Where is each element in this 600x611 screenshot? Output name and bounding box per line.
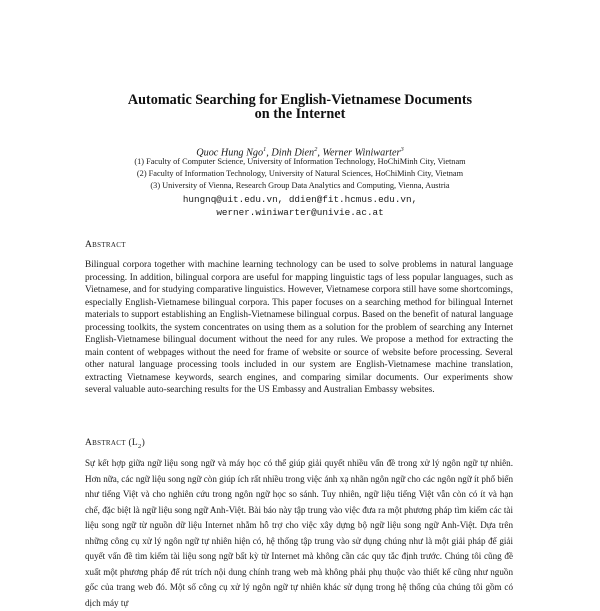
abstract-l2-subscript: 2	[138, 442, 142, 450]
abstract-l2-label: Abstract	[85, 438, 126, 448]
title-line-1: Automatic Searching for English-Vietnamese Documents	[127, 92, 473, 108]
author-sup: 1	[263, 146, 267, 153]
author-name: Dinh Dien	[271, 147, 315, 159]
affiliation-1: (1) Faculty of Computer Science, University of Information Technology, HoChiMinh City, Vietnam	[134, 157, 466, 166]
email-line-1: hungnq@uit.edu.vn, ddien@fit.hcmus.edu.vn,	[182, 194, 418, 205]
author-sup: 2	[314, 146, 318, 153]
author-name: Quoc Hung Ngo	[196, 147, 264, 159]
author-emails	[40, 193, 560, 219]
affiliation-2: (2) Faculty of Information Technology, University of Natural Sciences, HoChiMinh City, Vietnam	[136, 169, 464, 178]
title-line-2: on the Internet	[254, 106, 346, 122]
abstract-l2-lang-close: )	[141, 438, 146, 448]
affiliation-3: (3) University of Vienna, Research Group Data Analytics and Computing, Vienna, Austria	[150, 181, 450, 190]
paper-title	[60, 93, 540, 121]
author-sup: 3	[400, 146, 404, 153]
author-list: Quoc Hung Ngo$^1$, Dinh Dien$^2$, Werner Winiwarter$^3$	[196, 146, 404, 159]
abstract-l2-lang-open: (L	[128, 438, 139, 448]
abstract-text: Bilingual corpora together with machine learning technology can be used to solve problems in natural language processing. In addition, bilingual corpora are useful for mapping linguistic tags of less popular languages, such as Vietnamese, and for studying comparative linguistics. However, Vietnamese corpora still have some shortcomings, especially English-Vietnamese bilingual corpora. This paper focuses on a searching method for bilingual Internet materials to support establishing an English-Vietnamese bilingual corpus. Based on the benefit of natural language processing toolkits, the system concentrates on using them as a solution for the problem of searching any Internet English-Vietnamese bilingual document without the need for any rules. We propose a method for extracting the main content of webpages without the need for frame of website or source of website before processing. Several other natural language processing tools included in our system are English-Vietnamese machine translation, extracting Vietnamese keywords, search engines, and comparing similar documents. Our experiments show several valuable auto-searching results for the US Embassy and Australian Embassy websites.	[85, 260, 513, 395]
abstract-l2-heading	[85, 438, 145, 452]
abstract-heading: Abstract	[85, 240, 126, 250]
abstract-l2-text: Sự kết hợp giữa ngữ liệu song ngữ và máy học có thể giúp giải quyết nhiều vấn đề trong xử lý ngôn ngữ tự nhiên. Hơn nữa, các ngữ liệu song ngữ còn giúp ích rất nhiều trong việc ánh xạ nhãn ngôn ngữ cho các ngôn ngữ ít phổ biến như tiếng Việt và cho nghiên cứu trong ngôn ngữ học so sánh. Tuy nhiên, ngữ liệu tiếng Việt vẫn còn có ít và hạn chế, đặc biệt là ngữ liệu song ngữ Anh-Việt. Bài báo này tập trung vào việc đưa ra một phương pháp tìm kiếm các tài liệu song ngữ từ nguồn dữ liệu Internet nhằm hỗ trợ cho việc xây dựng bộ ngữ liệu song ngữ Anh-Việt. Dựa trên những công cụ xử lý ngôn ngữ tự nhiên hiện có, hệ thống tập trung vào sử dụng chúng như là một giải pháp để giải quyết vấn đề tìm kiếm tài liệu song ngữ bất kỳ từ Internet mà không cần các quy tắc định trước. Chúng tôi cũng đề xuất một phương pháp để rút trích nội dung chính trang web mà không phải phụ thuộc vào thiết kế cũng như nguồn gốc của trang web đó. Một số công cụ xử lý ngôn ngữ tự nhiên khác sử dụng trong hệ thống của chúng tôi gồm có dịch máy tự	[85, 458, 513, 608]
email-line-2: werner.winiwarter@univie.ac.at	[216, 207, 384, 218]
author-name: Werner Winiwarter	[322, 147, 401, 159]
